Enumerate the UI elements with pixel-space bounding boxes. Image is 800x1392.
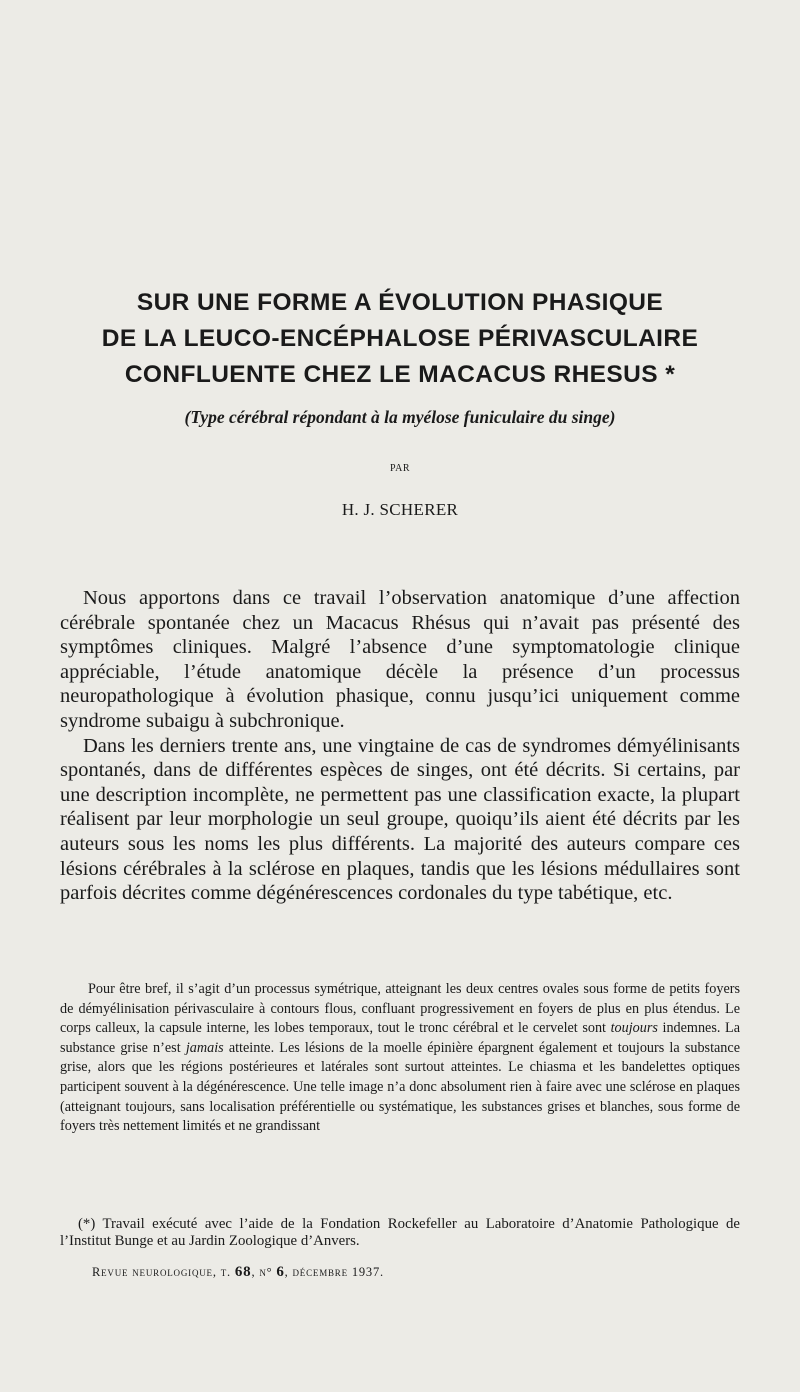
summary-emphasis-toujours: toujours <box>610 1020 658 1037</box>
issue-label: , n° <box>251 1265 277 1279</box>
summary-paragraph <box>60 980 740 1137</box>
author-name: H. J. SCHERER <box>341 500 459 519</box>
title-line-3: CONFLUENTE CHEZ LE MACACUS RHESUS * <box>124 361 676 388</box>
tome-number: 68 <box>234 1264 252 1280</box>
summary-text <box>60 980 740 1137</box>
title-line-2: DE LA LEUCO-ENCÉPHALOSE PÉRIVASCULAIRE <box>101 325 699 352</box>
body-paragraph-1: Nous apportons dans ce travail l’observation anatomique d’une affection cérébrale spontanée chez un Macacus Rhésus qui n’avait pas présenté des symptômes cliniques. Malgré l’absence d’une symptomatologie clinique appréciable, l’étude anatomique décèle la présence d’un processus neuropathologique à évolution phasique, connu jusqu’ici uniquement comme syndrome subaigu à subchronique. <box>60 587 740 732</box>
footnote-text: (*) Travail exécuté avec l’aide de la Fondation Rockefeller au Laboratoire d’Anatomie Pathologique de l’Institut Bunge et au Jardin Zoologique d’Anvers. <box>60 1216 740 1249</box>
summary-part-1: Pour être bref, il s’agit d’un processus symétrique, atteignant les deux centres ovales sous forme de petits foyers de démyélinisation périvasculaire à contours flous, confluant progressivement en foyers de plus en plus étendus. Le corps calleux, la capsule interne, les lobes temporaux, tout le tronc cérébral et le cervelet sont <box>60 981 740 1037</box>
issue-number: 6 <box>276 1264 285 1280</box>
footnote <box>60 1216 740 1250</box>
body-paragraph-2: Dans les derniers trente ans, une vingtaine de cas de syndromes démyélinisants spontanés, dans de différentes espèces de singes, ont été décrits. Si certains, par une description incomplète, ne permettent pas une classification exacte, la plupart réalisent par leur morphologie un seul groupe, quoiqu’ils aient été décrits par les auteurs sous les noms les plus différents. La majorité des auteurs compare ces lésions cérébrales à la sclérose en plaques, tandis que les lésions médullaires sont parfois décrites comme dégénérescences cordonales du type tabétique, etc. <box>60 734 740 905</box>
title-line-1: SUR UNE FORME A ÉVOLUTION PHASIQUE <box>136 289 664 316</box>
body-text <box>60 586 740 906</box>
journal-name: Revue neurologique <box>92 1265 213 1279</box>
tome-label: , t. <box>212 1265 235 1279</box>
article-subtitle: (Type cérébral répondant à la myélose funiculaire du singe) <box>184 407 616 427</box>
journal-citation <box>92 1264 384 1281</box>
summary-part-3: atteinte. Les lésions de la moelle épinière épargnent également et toujours la substance grise, alors que les régions postérieures et latérales sont surtout atteintes. Le chiasma et les bandelettes optiques participent souvent à la dégénérescence. Une telle image n’a donc absolument rien à faire avec une sclérose en plaques (atteignant toujours, sans localisation préférentielle ou systématique, les substances grises et blanches, sous forme de foyers très nettement limités et ne grandissant <box>60 1039 740 1135</box>
by-label: PAR <box>389 463 411 474</box>
article-title <box>60 285 740 393</box>
citation-date: , décembre 1937. <box>284 1265 384 1279</box>
summary-emphasis-jamais: jamais <box>185 1039 224 1056</box>
summary-part-2: indemnes. La substance grise n’est <box>60 1020 740 1056</box>
